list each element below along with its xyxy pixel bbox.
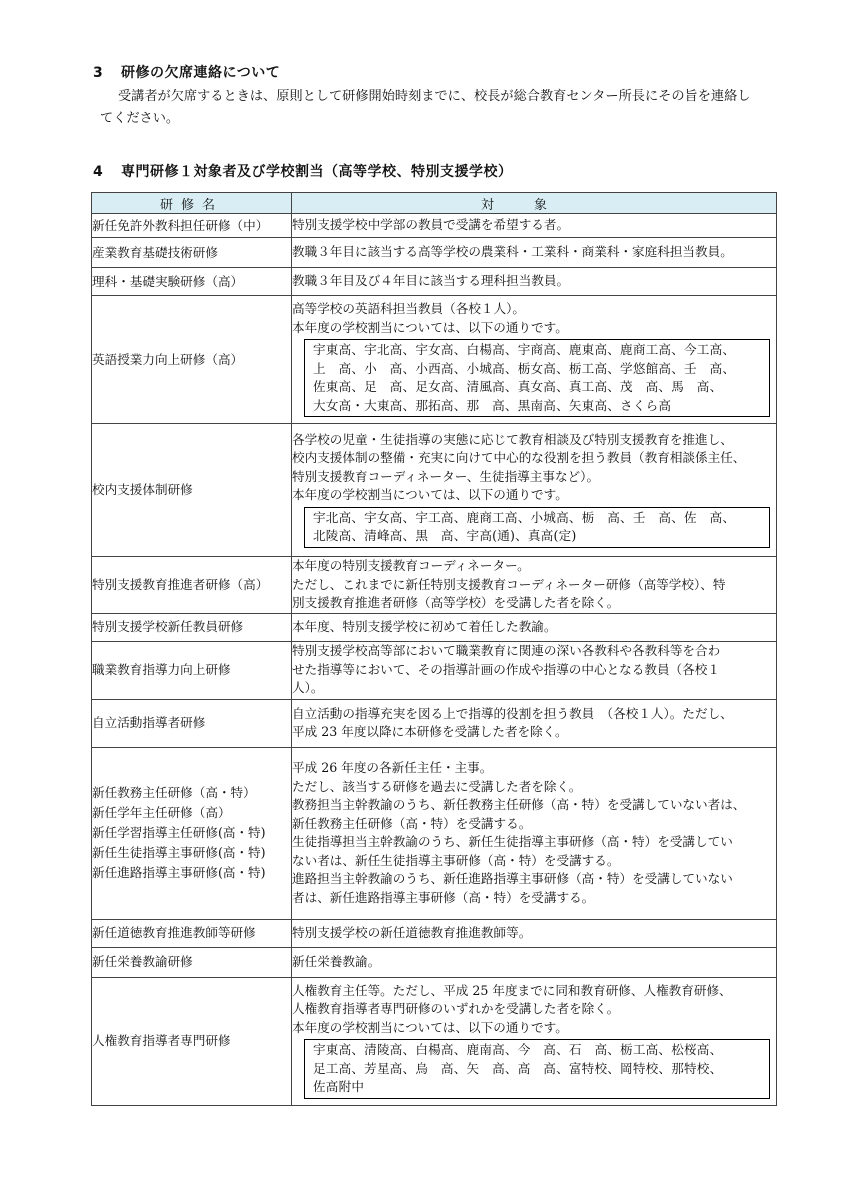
table-row bbox=[92, 557, 777, 614]
target-text: 教職３年目及び４年目に該当する理科担当教員。 bbox=[292, 273, 570, 289]
training-name-text: 新任免許外教科担任研修（中） bbox=[92, 217, 269, 233]
section-3-heading: 研修の欠席連絡について bbox=[121, 65, 281, 81]
table-row bbox=[92, 699, 777, 747]
training-name-text: 英語授業力向上研修（高） bbox=[92, 351, 244, 367]
target-text: せた指導等において、その指導計画の作成や指導の中心となる教員（各校１ bbox=[292, 661, 720, 677]
target-text: 各学校の児童・生徒指導の実態に応じて教育相談及び特別支援教育を推進し、 bbox=[292, 431, 733, 447]
table-row bbox=[92, 214, 777, 238]
table-row bbox=[92, 977, 777, 1105]
section-3-line-1: 受講者が欠席するときは、原則として研修開始時刻までに、校長が総合教育センター所長にその旨を連絡し bbox=[118, 89, 751, 104]
training-name-text: 自立活動指導者研修 bbox=[92, 715, 206, 730]
target-text: 特別支援学校中学部の教員で受講を希望する者。 bbox=[292, 217, 570, 233]
school-list-line: 大女高・大東高、那拓高、那 高、黒南高、矢東高、さくら高 bbox=[313, 397, 672, 413]
section-4-title bbox=[93, 161, 513, 181]
training-name-text: 理科・基礎実験研修（高） bbox=[92, 273, 244, 289]
target-text: 特別支援学校高等部において職業教育に関連の深い各教科や各教科等を合わ bbox=[292, 643, 721, 659]
training-name-cell bbox=[92, 641, 292, 699]
section-4-heading: 専門研修１対象者及び学校割当（高等学校、特別支援学校） bbox=[121, 164, 513, 180]
target-text: ただし、該当する研修を過去に受講した者を除く。 bbox=[292, 778, 582, 794]
target-text: 特別支援学校の新任道徳教育推進教師等。 bbox=[292, 924, 532, 940]
training-name-cell bbox=[92, 977, 292, 1105]
school-list-line: 上 高、小 高、小西高、小城高、栃女高、栃工高、学悠館高、壬 高、 bbox=[313, 360, 736, 376]
target-cell bbox=[292, 747, 777, 919]
training-name-text: 新任学習指導主任研修(高・特) bbox=[92, 825, 266, 840]
training-name-cell bbox=[92, 214, 292, 238]
target-text: 校内支援体制の整備・充実に向けて中心的な役割を担う教員（教育相談係主任、 bbox=[292, 450, 746, 465]
training-name-cell bbox=[92, 919, 292, 947]
section-3-body bbox=[100, 86, 775, 130]
training-name-text: 新任学年主任研修（高） bbox=[92, 805, 231, 820]
target-cell bbox=[292, 296, 777, 424]
target-text: 者は、新任進路指導主事研修（高・特）を受講する。 bbox=[292, 889, 595, 905]
training-name-text: 新任道徳教育推進教師等研修 bbox=[92, 925, 256, 940]
section-3-number: 3 bbox=[93, 65, 104, 81]
training-name-cell bbox=[92, 557, 292, 614]
training-name-cell bbox=[92, 613, 292, 641]
training-table bbox=[91, 192, 777, 1106]
target-text: 教職３年目に該当する高等学校の農業科・工業科・商業科・家庭科担当教員。 bbox=[292, 244, 733, 260]
target-cell bbox=[292, 214, 777, 238]
table-row bbox=[92, 613, 777, 641]
section-4-number: 4 bbox=[93, 164, 104, 180]
section-3-line-2: てください。 bbox=[100, 111, 180, 126]
table-row bbox=[92, 947, 777, 977]
training-name-cell bbox=[92, 947, 292, 977]
target-text: 人権教育指導者専門研修のいずれかを受講した者を除く。 bbox=[292, 1001, 620, 1016]
section-3-title bbox=[93, 62, 280, 82]
training-name-cell bbox=[92, 268, 292, 296]
target-cell bbox=[292, 919, 777, 947]
target-text: 本年度の学校割当については、以下の通りです。 bbox=[292, 319, 568, 335]
target-text: 平成 26 年度の各新任主任・主事。 bbox=[292, 760, 493, 775]
target-cell bbox=[292, 641, 777, 699]
target-text: 生徒指導担当主幹教諭のうち、新任生徒指導主事研修（高・特）を受講してい bbox=[292, 834, 733, 849]
header-target: 対象 bbox=[292, 193, 777, 214]
target-cell bbox=[292, 613, 777, 641]
target-text: 特別支援教育コーディネーター、生徒指導主事など）。 bbox=[292, 468, 600, 484]
target-text: 高等学校の英語科担当教員（各校１人）。 bbox=[292, 301, 525, 316]
target-text: 平成 23 年度以降に本研修を受講した者を除く。 bbox=[292, 724, 568, 739]
header-training-name: 研修名 bbox=[92, 193, 292, 214]
school-list-line: 足工高、芳星高、烏 高、矢 高、高 高、富特校、岡特校、那特校、 bbox=[313, 1060, 723, 1076]
school-list-line: 宇東高、宇北高、宇女高、白楊高、宇商高、鹿東高、鹿商工高、今工高、 bbox=[313, 342, 736, 357]
training-name-text: 新任栄養教諭研修 bbox=[92, 954, 193, 969]
target-cell bbox=[292, 424, 777, 557]
training-name-cell bbox=[92, 424, 292, 557]
target-text: 人権教育主任等。ただし、平成 25 年度までに同和教育研修、人権教育研修、 bbox=[292, 982, 732, 998]
school-list-line: 宇東高、清陵高、白楊高、鹿南高、今 高、石 高、栃工高、松桜高、 bbox=[313, 1042, 723, 1057]
table-row bbox=[92, 424, 777, 557]
training-name-text: 特別支援学校新任教員研修 bbox=[92, 619, 244, 634]
target-text: ただし、これまでに新任特別支援教育コーディネーター研修（高等学校）、特 bbox=[292, 576, 726, 592]
school-allocation-box bbox=[304, 339, 770, 417]
training-name-text: 新任生徒指導主事研修(高・特) bbox=[92, 845, 266, 860]
target-text: 新任教務主任研修（高・特）を受講する。 bbox=[292, 815, 532, 831]
target-text: 新任栄養教諭。 bbox=[292, 953, 381, 969]
target-text: 本年度の特別支援教育コーディネーター。 bbox=[292, 558, 530, 573]
target-text: ない者は、新任生徒指導主事研修（高・特）を受講する。 bbox=[292, 852, 620, 868]
target-cell bbox=[292, 557, 777, 614]
training-name-cell bbox=[92, 699, 292, 747]
table-header-row bbox=[92, 193, 777, 214]
school-list-line: 北陵高、清峰高、黒 高、宇高(通)、真高(定) bbox=[313, 528, 577, 543]
training-name-text: 産業教育基礎技術研修 bbox=[92, 244, 218, 260]
table-row bbox=[92, 747, 777, 919]
training-name-text: 人権教育指導者専門研修 bbox=[92, 1033, 231, 1048]
target-text: 人）。 bbox=[292, 680, 324, 696]
school-list-line: 佐東高、足 高、足女高、清風高、真女高、真工高、茂 高、馬 高、 bbox=[313, 379, 723, 394]
training-name-text: 新任進路指導主事研修(高・特) bbox=[92, 865, 266, 880]
school-allocation-box bbox=[304, 1039, 770, 1099]
training-name-text: 職業教育指導力向上研修 bbox=[92, 662, 231, 677]
target-text: 進路担当主幹教諭のうち、新任進路指導主事研修（高・特）を受講していない bbox=[292, 871, 733, 886]
training-name-cell bbox=[92, 747, 292, 919]
school-allocation-box bbox=[304, 507, 770, 548]
school-list-line: 宇北高、宇女高、宇工高、鹿商工高、小城高、栃 高、壬 高、佐 高、 bbox=[313, 509, 736, 525]
training-name-text: 特別支援教育推進者研修（高） bbox=[92, 576, 269, 592]
target-cell bbox=[292, 238, 777, 268]
table-row bbox=[92, 296, 777, 424]
target-cell bbox=[292, 947, 777, 977]
target-text: 本年度の学校割当については、以下の通りです。 bbox=[292, 487, 568, 502]
table-row bbox=[92, 641, 777, 699]
school-list-line: 佐高附中 bbox=[313, 1079, 365, 1094]
table-row bbox=[92, 919, 777, 947]
target-cell bbox=[292, 268, 777, 296]
target-text: 別支援教育推進者研修（高等学校）を受講した者を除く。 bbox=[292, 595, 620, 610]
table-row bbox=[92, 238, 777, 268]
training-name-cell bbox=[92, 296, 292, 424]
table-row bbox=[92, 268, 777, 296]
target-text: 本年度の学校割当については、以下の通りです。 bbox=[292, 1019, 568, 1035]
training-name-cell bbox=[92, 238, 292, 268]
training-name-text: 新任教務主任研修（高・特） bbox=[92, 785, 256, 800]
training-name-text: 校内支援体制研修 bbox=[92, 482, 193, 497]
target-cell bbox=[292, 977, 777, 1105]
target-text: 本年度、特別支援学校に初めて着任した教諭。 bbox=[292, 618, 557, 634]
target-text: 教務担当主幹教諭のうち、新任教務主任研修（高・特）を受講していない者は、 bbox=[292, 797, 746, 812]
target-cell bbox=[292, 699, 777, 747]
target-text: 自立活動の指導充実を図る上で指導的役割を担う教員 （各校１人）。ただし、 bbox=[292, 705, 733, 721]
